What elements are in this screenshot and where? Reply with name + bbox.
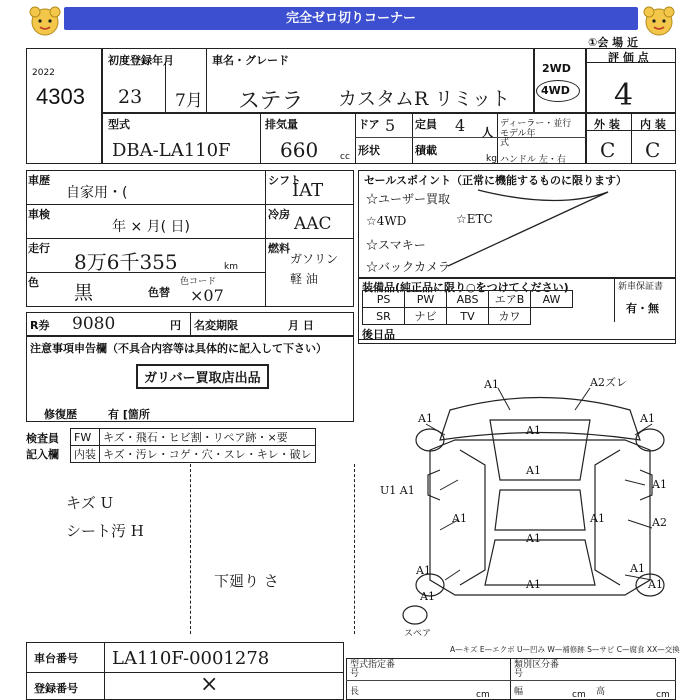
damage-tag: A2 (652, 516, 667, 529)
disp-unit: cc (340, 152, 350, 162)
name-change-label: 名変期限 (194, 319, 238, 332)
chassis-value: LA110F-0001278 (112, 648, 270, 669)
model-year-label: モデル年式 (500, 129, 536, 148)
drive-4wd: 4WD (541, 84, 570, 97)
drive-2wd: 2WD (542, 62, 571, 75)
width-unit: cm (572, 690, 586, 700)
mascot-bear-icon (26, 4, 64, 38)
handnote-line: シート汚 H (66, 522, 144, 540)
mileage-unit: km (224, 262, 238, 272)
handnote-line: キズ U (66, 494, 114, 512)
check-row-interior: キズ・汚レ・コゲ・穴・スレ・キレ・破レ (100, 446, 316, 463)
fuel-label: 燃料 (268, 242, 290, 255)
check-head-interior: 内装 (71, 446, 100, 463)
damage-tag: A1 (484, 378, 499, 391)
fuel-diesel: 軽 油 (290, 272, 318, 286)
reg-crossout: × (200, 672, 219, 697)
grade: カスタムR リミット (338, 88, 510, 110)
equipment-table (362, 290, 573, 325)
r-unit: 円 (170, 319, 181, 332)
ext-score: C (600, 138, 616, 162)
reg-label: 登録番号 (34, 682, 78, 695)
car-diagram (400, 380, 680, 630)
seats-value: 4 (455, 116, 466, 135)
chassis-label: 車台番号 (34, 652, 78, 665)
damage-tag: A1 (640, 412, 655, 425)
handnote-line: 下廻り さ (214, 572, 279, 590)
score-label: 評 価 点 (608, 51, 649, 64)
mileage-value: 8万6千355 (74, 250, 178, 274)
damage-tag: A1 (418, 412, 433, 425)
seats-label: 定員 (415, 118, 437, 131)
equip-tv: TV (447, 308, 489, 325)
repair-value: 有 [箇所 (108, 408, 150, 421)
fuel-gas: ガソリン (290, 252, 339, 266)
damage-tag: A1 (416, 564, 431, 577)
notes-label: 記入欄 (26, 448, 59, 461)
banner-title: 完全ゼロ切りコーナー (64, 7, 638, 30)
cross-out-mark (358, 170, 676, 278)
gulliver-stamp: ガリバー買取店出品 (136, 364, 269, 389)
check-table (70, 428, 316, 463)
mascot-bear-icon (640, 4, 678, 38)
mileage-label: 走行 (28, 242, 50, 255)
sales-point: ☆バックカメラ (366, 260, 451, 274)
damage-tag: A1 (526, 424, 541, 437)
spec-number-label: 型式指定番号 (350, 660, 396, 679)
check-head-fw: FW (71, 429, 100, 446)
color-label: 色 (28, 276, 39, 289)
damage-tag: A1 (590, 512, 605, 525)
height-unit: cm (656, 690, 670, 700)
damage-tag: A1 (526, 578, 541, 591)
disp-label: 排気量 (265, 118, 298, 131)
shift-value: IAT (292, 180, 324, 201)
aircon-value: AAC (294, 214, 332, 234)
equip-ps: PS (363, 291, 405, 308)
sales-point: ☆4WD (366, 214, 407, 228)
load-label: 積載 (415, 144, 437, 157)
first-reg-month: 7月 (175, 91, 203, 111)
doors-value: 5 (385, 116, 396, 135)
check-row-fw: キズ・飛石・ヒビ割・リペア跡・×要 (100, 429, 316, 446)
equipment-title: 装備品(純正品に限り○をつけてください) (362, 281, 569, 294)
sales-point: ☆ETC (456, 212, 493, 226)
model-value: DBA-LA110F (112, 140, 231, 161)
damage-tag: A1 (648, 578, 663, 591)
damage-tag: A1 (526, 532, 541, 545)
warranty-value: 有・無 (626, 302, 659, 315)
equip-sr: SR (363, 308, 405, 325)
equip-pw: PW (405, 291, 447, 308)
inspect-label: 車検 (28, 208, 50, 221)
inspect-value: 年 × 月( 日) (112, 219, 191, 235)
lot-number: 4303 (36, 84, 85, 109)
equip-navi: ナビ (405, 308, 447, 325)
sales-title: セールスポイント（正常に機能するものに限ります） (364, 174, 628, 187)
load-unit: kg (486, 154, 497, 164)
dealer-label: ディーラー・並行 (500, 119, 572, 129)
width-label: 幅 (514, 687, 524, 697)
class-number-label: 類別区分番号 (514, 660, 560, 679)
handle-label: ハンドル 左・右 (500, 155, 566, 165)
inspector-label: 検査員 (26, 432, 59, 445)
damage-tag: A2ズレ (590, 376, 627, 389)
sales-point: ☆ユーザー買取 (366, 192, 451, 206)
repair-label: 修復歴 (44, 408, 77, 421)
length-label: 長 (350, 687, 360, 697)
spare-label: スペア (404, 629, 432, 639)
warranty-label: 新車保証書 (618, 282, 664, 292)
aircon-label: 冷房 (268, 208, 290, 221)
int-score: C (645, 138, 661, 162)
shift-label: シフト (268, 174, 301, 187)
color-code: ×07 (190, 286, 224, 305)
damage-tag: A1 (452, 512, 467, 525)
equip-abs: ABS (447, 291, 489, 308)
equip-airbag: エアB (489, 291, 531, 308)
doors-label: ドア (358, 118, 380, 131)
ext-label: 外 装 (594, 118, 620, 131)
score-value: 4 (614, 78, 634, 113)
damage-tag: A1 (652, 478, 667, 491)
car-name: ステラ (238, 89, 304, 114)
color-change-label: 色替 (148, 286, 170, 299)
color-code-label: 色コード (180, 277, 217, 287)
first-reg-label: 初度登録年月 (108, 54, 174, 67)
damage-tag: A1 (420, 590, 435, 603)
usage-label: 車歴 (28, 174, 50, 187)
after-label: 後日品 (362, 328, 395, 341)
equip-aw: AW (531, 291, 573, 308)
usage-value: 自家用・( (66, 185, 128, 201)
name-change-value: 月 日 (288, 319, 314, 332)
r-value: 9080 (72, 314, 116, 334)
sales-point: ☆スマキー (366, 238, 426, 252)
height-label: 高 (596, 687, 606, 697)
car-label: 車名・グレード (212, 54, 289, 67)
venue-label: ①会 場 近 (588, 36, 638, 49)
after-box (358, 322, 676, 344)
model-label: 型式 (108, 118, 130, 131)
length-unit: cm (476, 690, 490, 700)
damage-tag: U1 A1 (380, 484, 415, 497)
damage-tag: A1 (526, 464, 541, 477)
color-value: 黒 (74, 282, 94, 304)
damage-tag: A1 (630, 562, 645, 575)
first-reg-year: 23 (118, 86, 143, 108)
legend-line: A—キズ E—エクボ U—凹み W—補修跡 S—サビ C—腐食 XX—交換 (450, 645, 680, 654)
disp-value: 660 (280, 138, 319, 162)
equip-leather: カワ (489, 308, 531, 325)
int-label: 内 装 (640, 118, 666, 131)
shape-label: 形状 (358, 144, 380, 157)
r-label: R券 (30, 319, 50, 332)
year-label: 2022 (32, 68, 55, 78)
notes-title: 注意事項申告欄（不具合内容等は具体的に記入して下さい） (30, 342, 327, 355)
seats-unit: 人 (482, 126, 493, 139)
